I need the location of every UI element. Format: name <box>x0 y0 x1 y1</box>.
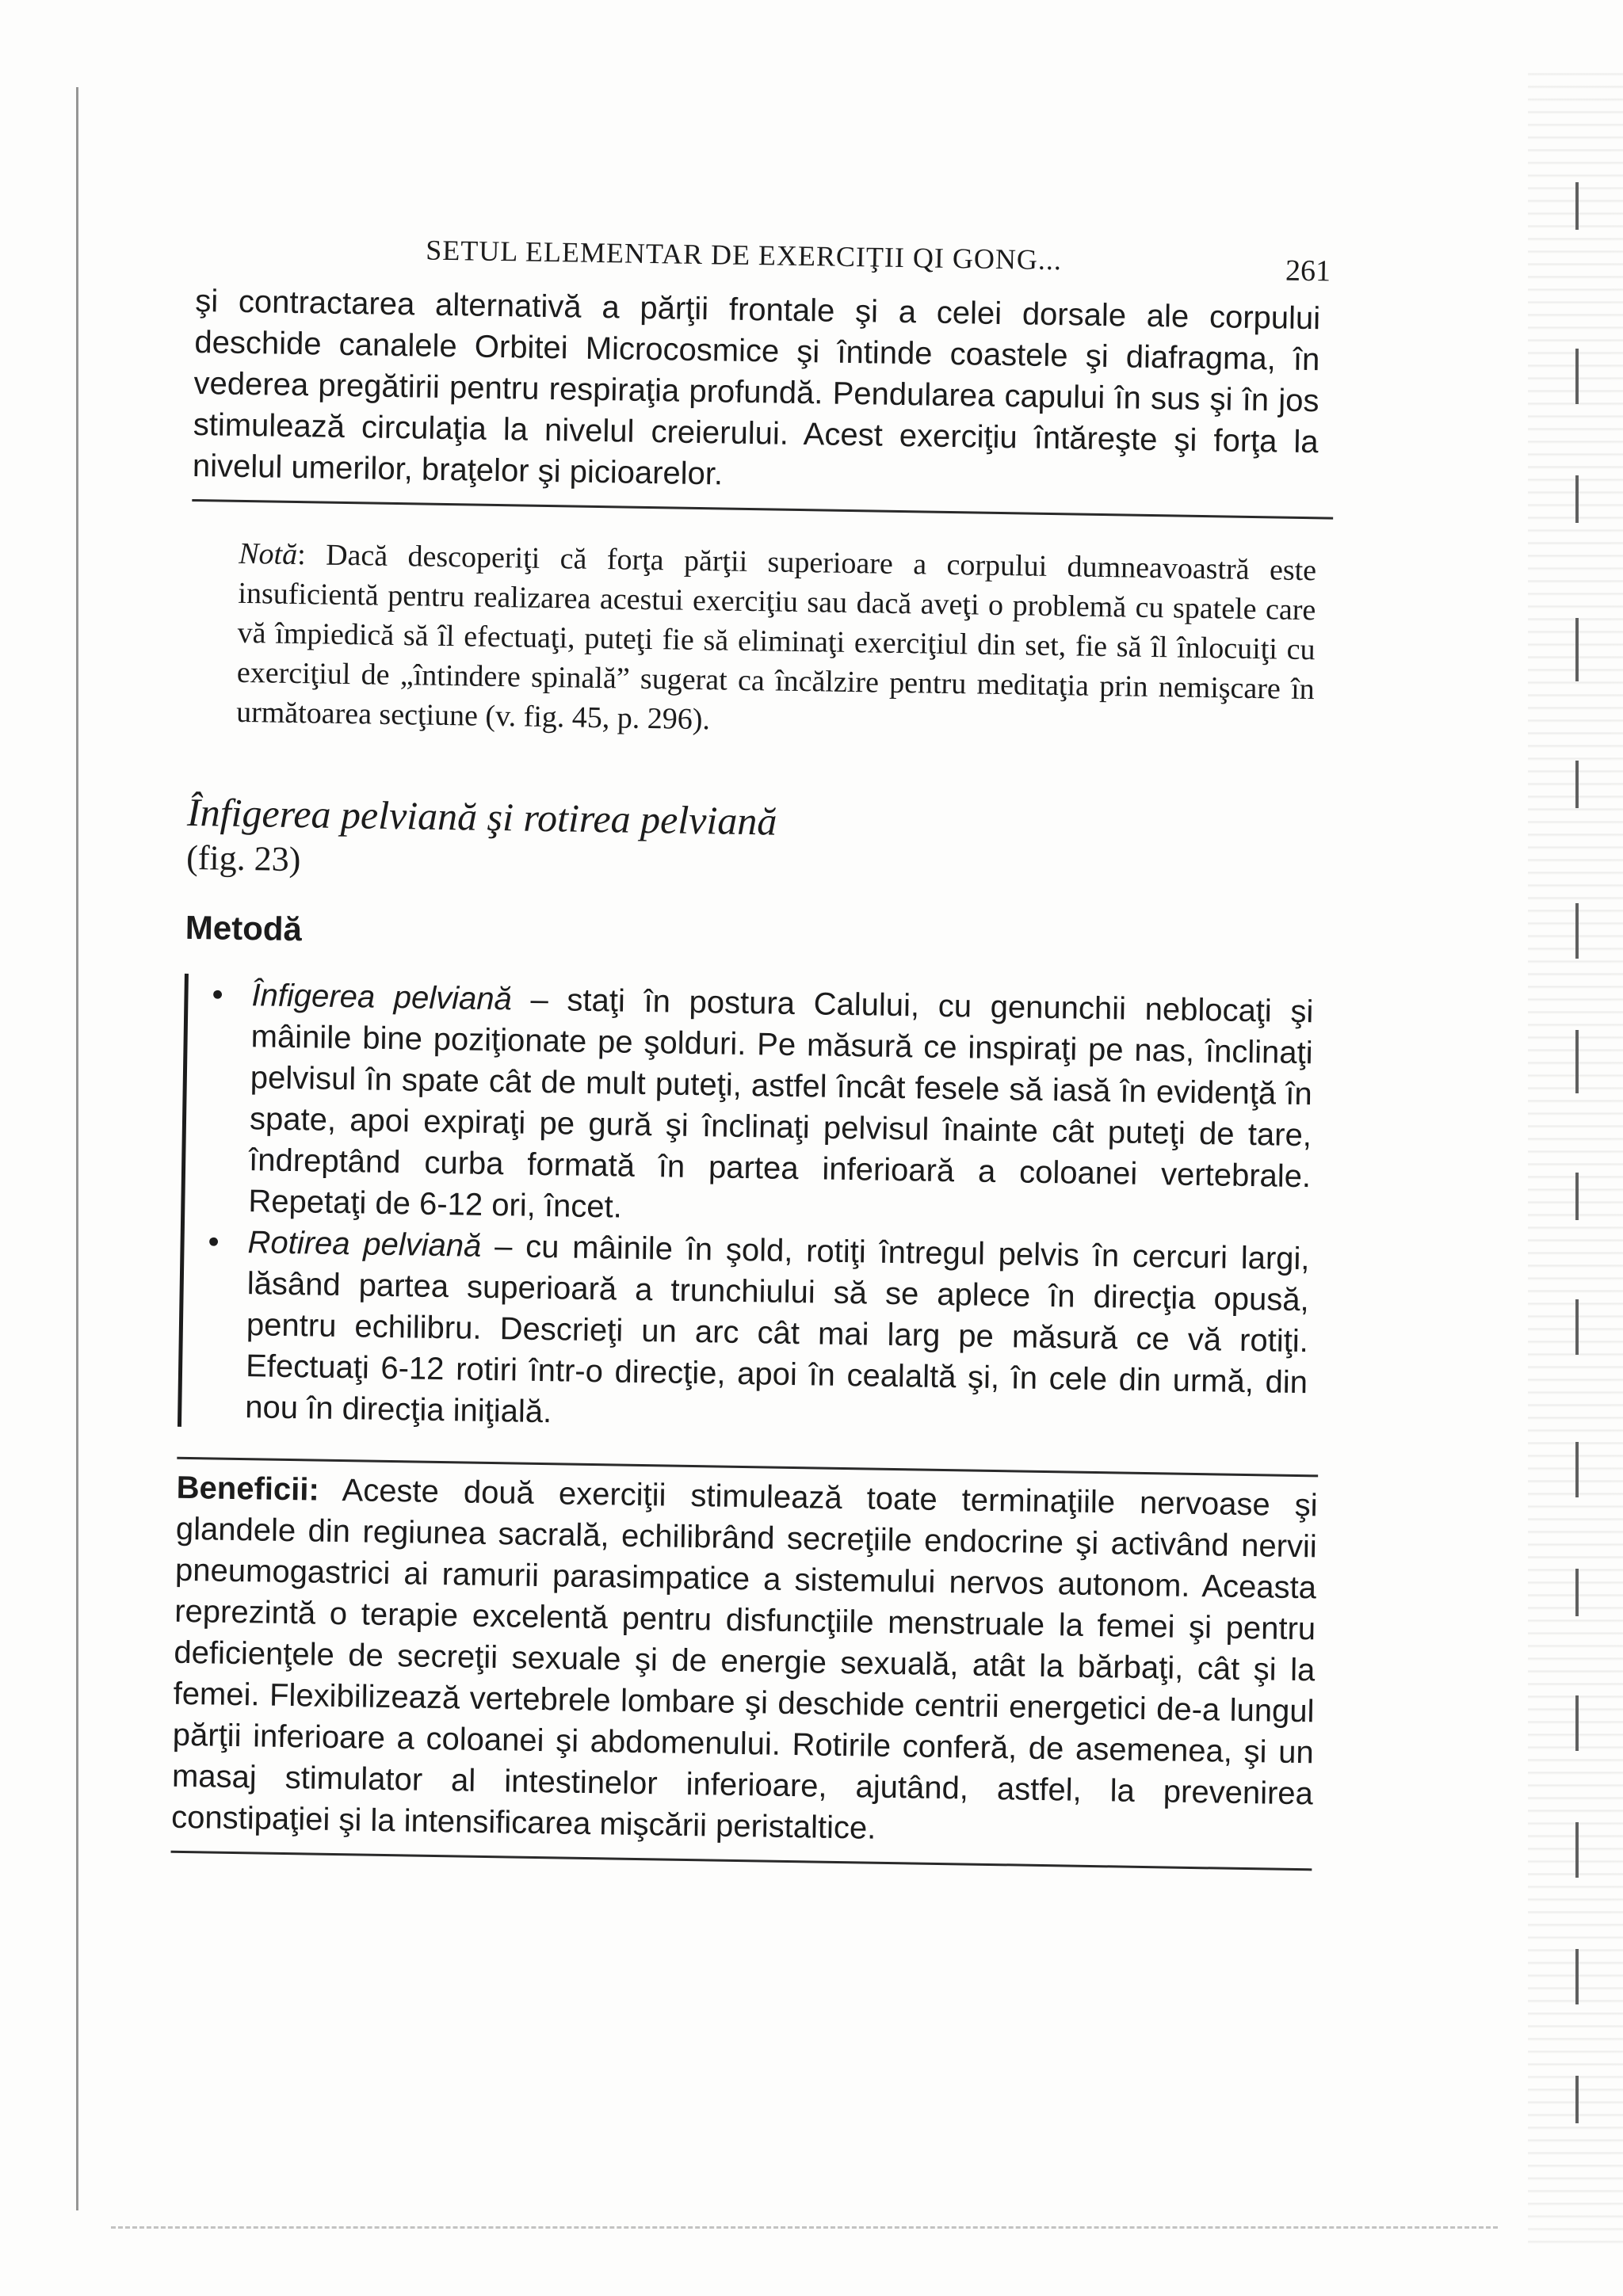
page-bottom-edge <box>111 2226 1498 2230</box>
divider <box>192 499 1333 520</box>
note-paragraph <box>236 534 1317 749</box>
page-content <box>170 214 1331 1871</box>
benefits-paragraph <box>171 1467 1318 1856</box>
list-item-text: – staţi în postura Calului, cu genunchii neblocaţi şi mâinile bine poziţionate pe şolduri. Pe măsură ce inspiraţi pe nas, înclinaţi pelvisul în spate cât de mult puteţi, astfel încât fesele să iasă în evidenţă în spate, apoi expiraţi pe gură şi înclinaţi pelvisul înainte cât puteţi de tare, îndreptând curba formată în partea inferioară a coloanei vertebrale. Repetaţi de 6-12 ori, încet. <box>248 982 1314 1225</box>
method-list <box>178 974 1314 1444</box>
list-item <box>208 1222 1310 1444</box>
note-text: : Dacă descoperiţi că forţa părţii superioare a corpului dumneavoastră este insuficientă pentru realizarea acestui exerciţiu sau dacă aveţi o problemă cu spatele care vă împiedică să îl efectuaţi, puteţi fie să eliminaţi exerciţiul din set, fie să îl înlocuiţi cu exerciţiul de „întindere spinală” sugerat ca încălzire pentru meditaţia prin nemişcare în următoarea secţiune (v. fig. 45, p. 296). <box>235 538 1317 737</box>
list-item <box>212 974 1314 1238</box>
binding-edge <box>76 87 78 2210</box>
page-edges <box>1528 63 1623 2250</box>
list-item-text: – cu mâinile în şold, rotiţi întregul pelvis în cercuri largi, lăsând partea superioară a trunchiului să se aplece în direcţia opusă, pentru echilibru. Descrieţi un arc cât mai larg pe măsură ce vă rotiţi. Efectuaţi 6-12 rotiri într-o direcţie, apoi în cealaltă şi, în cele din urmă, din nou în direcţia iniţială. <box>245 1228 1310 1430</box>
benefits-label: Beneficii: <box>176 1470 320 1508</box>
method-heading: Metodă <box>185 908 303 948</box>
divider <box>171 1851 1312 1871</box>
note-label: Notă <box>238 536 298 572</box>
intro-paragraph: şi contractarea alternativă a părţii frontale şi a celei dorsale ale corpului deschide canalele Orbitei Microcosmice şi întinde coastele şi diafragma, în vederea pregătirii pentru respiraţia profundă. Pendularea capului în sus şi în jos stimulează circulaţia la nivelul creierului. Acest exerciţiu întăreşte şi forţa la nivelul umerilor, braţelor şi picioarelor. <box>192 283 1321 492</box>
list-item-term: Înfigerea pelviană <box>251 978 513 1017</box>
list-item-term: Rotirea pelviană <box>247 1225 482 1264</box>
section-title: Înfigerea pelviană şi rotirea pelviană <box>186 789 777 844</box>
figure-reference: (fig. 23) <box>185 837 301 879</box>
page-number: 261 <box>1285 254 1331 288</box>
bullet-icon: • <box>208 1224 220 1260</box>
running-head-title: SETUL ELEMENTAR DE EXERCIŢII QI GONG... <box>426 234 1063 277</box>
bullet-icon: • <box>212 977 223 1013</box>
benefits-text: Aceste două exerciţii stimulează toate terminaţiile nervoase şi glandele din regiunea sacrală, echilibrând secreţiile endocrine şi activând nervii pneumogastrici ai ramurii parasimpatice a sistemului nervos autonom. Aceasta reprezintă o terapie excelentă pentru disfuncţiile menstruale la femei şi pentru deficienţele de secreţii sexuale şi de energie sexuală, atât la bărbaţi, cât şi la femei. Flexibilizează vertebrele lombare şi deschide centrii energetici de-a lungul părţii inferioare a coloanei şi abdomenului. Rotirile conferă, de asemenea, şi un masaj stimulator al intestinelor inferioare, ajutând, astfel, la prevenirea constipaţiei şi la intensificarea mişcării peristaltice. <box>170 1472 1318 1846</box>
